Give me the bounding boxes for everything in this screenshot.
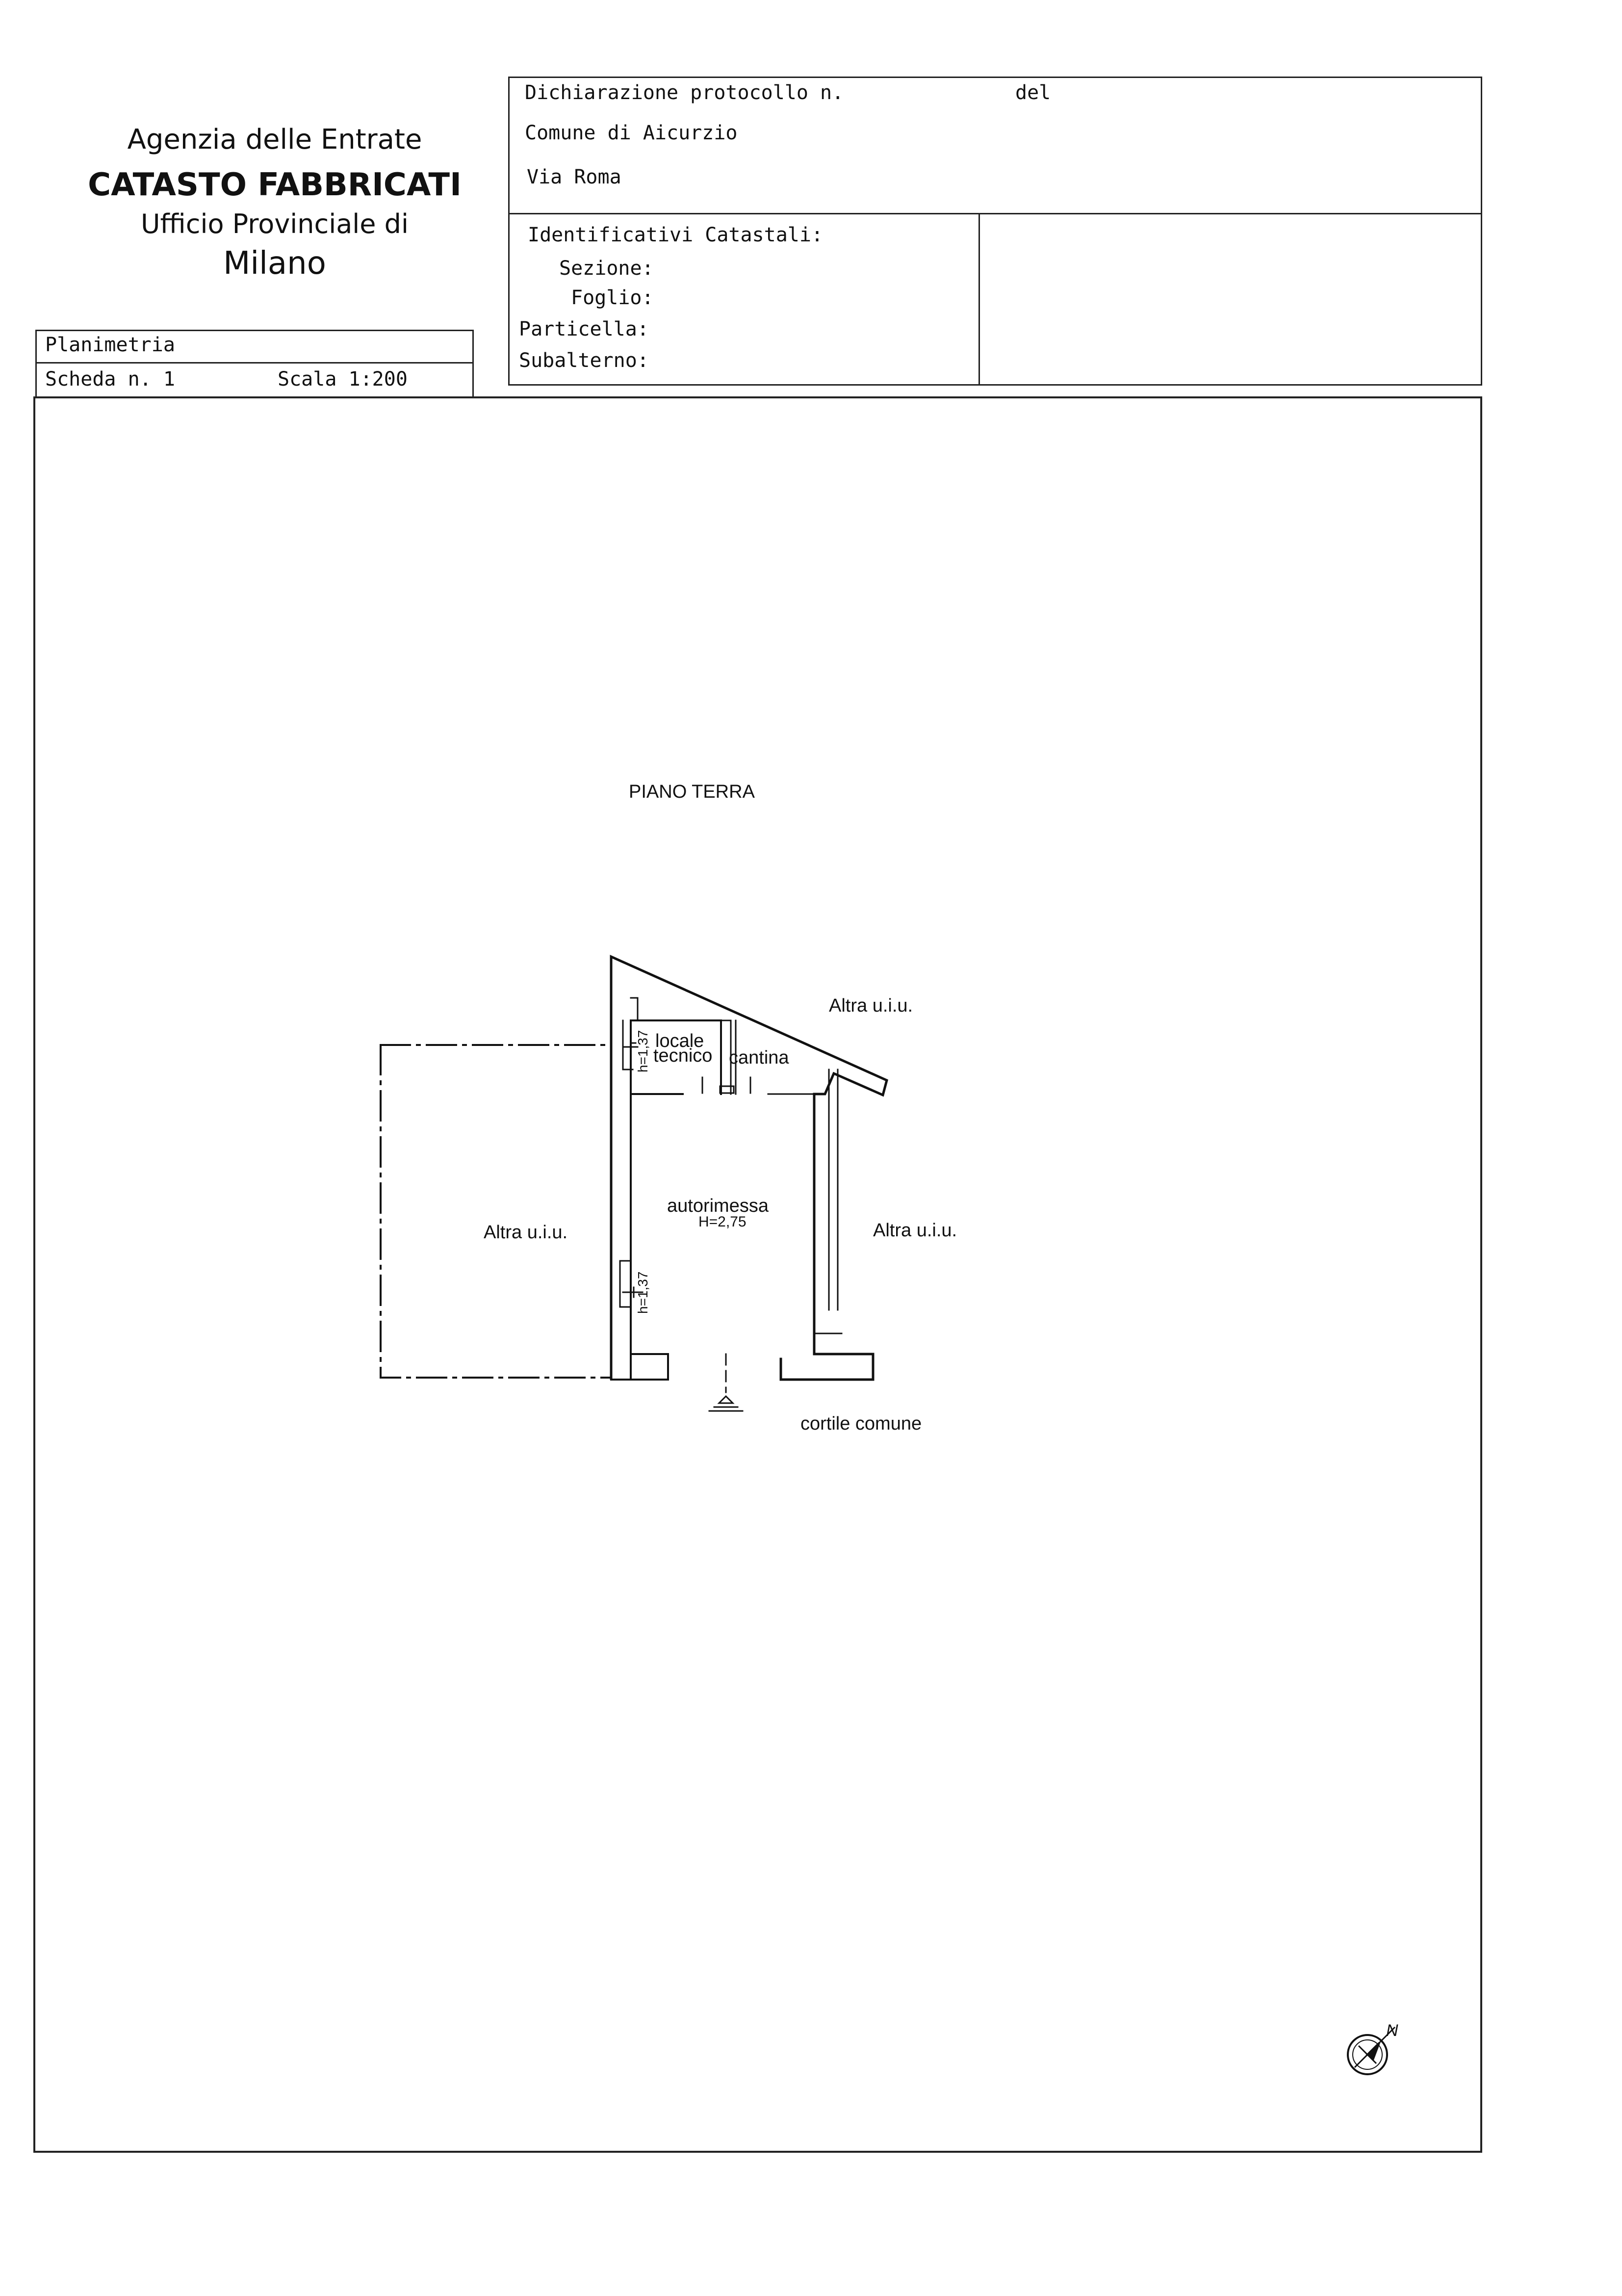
cantina-door-mark [720,1086,734,1093]
neighbour-left-label: Altra u.i.u. [484,1222,568,1243]
via-label: Via Roma [527,166,621,188]
planimetria-label: Planimetria [45,334,175,356]
room-autorimessa-label: autorimessa [667,1196,769,1216]
scala-label: Scala 1:200 [278,368,408,391]
protocollo-label: Dichiarazione protocollo n. [525,81,844,104]
neighbour-top-label: Altra u.i.u. [829,995,913,1016]
identifiers-title: Identificativi Catastali: [528,224,824,246]
comune-label: Comune di Aicurzio [525,122,738,144]
right-neighbour-wall [829,1070,838,1310]
agency-name: Agenzia delle Entrate [127,124,422,156]
room-cantina-label: cantina [729,1047,789,1068]
compass-north-letter: N [1386,2021,1398,2040]
entrance-arrow [709,1396,743,1411]
office-label: Ufficio Provinciale di [141,209,409,239]
particella-label: Particella: [519,318,649,340]
height-note-bottom: h=1,37 [635,1271,650,1314]
room-locale-label: locale [655,1031,704,1051]
subalterno-label: Subalterno: [519,349,649,372]
stair-niche-bottom [620,1261,631,1307]
left-unit-outline [381,1045,611,1378]
sezione-label: Sezione: [559,257,654,280]
courtyard-label: cortile comune [800,1413,922,1434]
del-label: del [1015,81,1051,104]
internal-partition [702,1077,814,1094]
room-tecnico-label: tecnico [653,1045,713,1066]
neighbour-right-label: Altra u.i.u. [873,1220,957,1241]
foglio-label: Foglio: [571,287,654,309]
office-city: Milano [223,245,326,282]
height-note-top: h=1,37 [635,1030,650,1072]
floor-title: PIANO TERRA [629,782,755,802]
room-autorimessa-height: H=2,75 [698,1214,747,1230]
scheda-label: Scheda n. 1 [45,368,175,391]
right-step [814,1333,873,1380]
catasto-title: CATASTO FABBRICATI [88,167,462,203]
